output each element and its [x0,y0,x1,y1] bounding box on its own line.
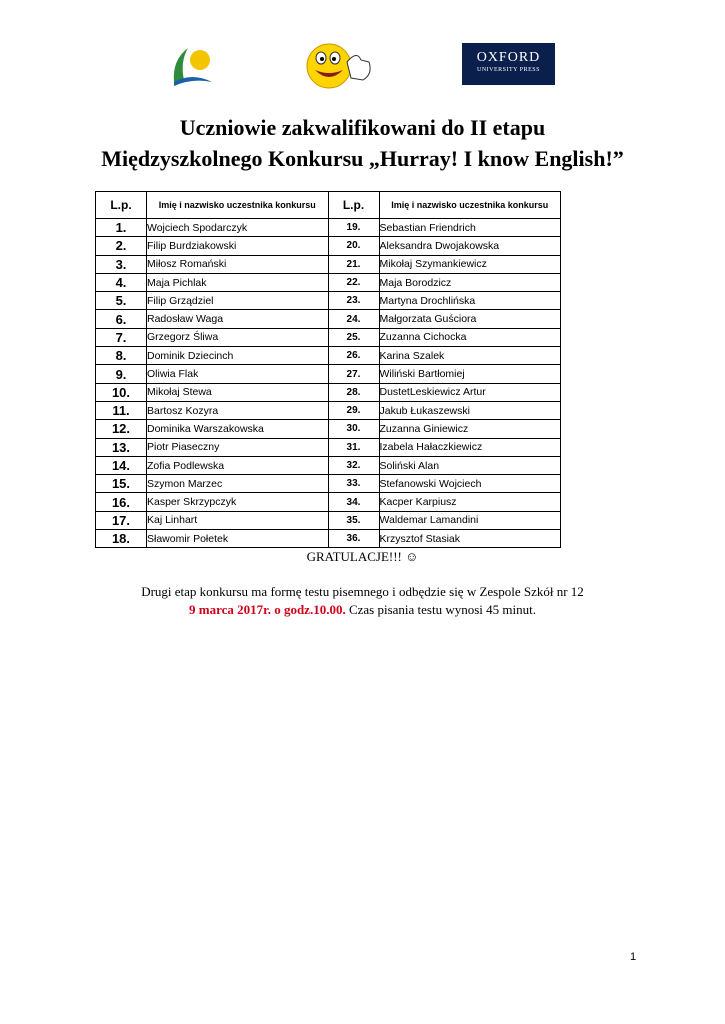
table-row [96,292,561,310]
row-number-right: 34. [328,493,379,511]
table-row [96,511,561,529]
participant-name-right: Wiliński Bartłomiej [379,365,561,383]
smiley-thumbs-up-icon [303,40,375,90]
table-row [96,255,561,273]
row-number-left: 14. [96,456,147,474]
participant-name-right: Krzysztof Stasiak [379,530,561,548]
participant-name-left: Oliwia Flak [147,365,329,383]
info-line1: Drugi etap konkursu ma formę testu pisemnego i odbędzie się w Zespole Szkół nr 12 [141,584,584,599]
congrats-text: GRATULACJE!!! ☺ [306,549,419,564]
table-row [96,365,561,383]
participant-name-left: Maja Pichlak [147,273,329,291]
row-number-right: 27. [328,365,379,383]
row-number-left: 8. [96,347,147,365]
participant-name-right: Martyna Drochlińska [379,292,561,310]
participant-name-left: Grzegorz Śliwa [147,328,329,346]
row-number-right: 21. [328,255,379,273]
header-name-right: Imię i nazwisko uczestnika konkursu [379,192,561,219]
participant-name-left: Dominika Warszakowska [147,420,329,438]
table-row [96,237,561,255]
participant-name-right: Karina Szalek [379,347,561,365]
school-logo-icon [168,42,216,88]
row-number-right: 24. [328,310,379,328]
participant-name-left: Miłosz Romański [147,255,329,273]
participant-name-right: Jakub Łukaszewski [379,401,561,419]
participant-name-right: Aleksandra Dwojakowska [379,237,561,255]
table-row [96,438,561,456]
participants-table [95,191,561,548]
participant-name-left: Bartosz Kozyra [147,401,329,419]
oxford-logo-text: OXFORD [476,50,541,65]
header-lp-right: L.p. [328,192,379,219]
table-row [96,420,561,438]
title-line1: Uczniowie zakwalifikowani do II etapu [179,115,546,140]
participant-name-left: Filip Grządziel [147,292,329,310]
row-number-right: 30. [328,420,379,438]
table-row [96,273,561,291]
participant-name-left: Sławomir Połetek [147,530,329,548]
row-number-right: 20. [328,237,379,255]
row-number-right: 23. [328,292,379,310]
table-body [96,219,561,548]
participant-name-right: Izabela Hałaczkiewicz [379,438,561,456]
table-row [96,530,561,548]
participant-name-right: Małgorzata Guściora [379,310,561,328]
participant-name-right: Soliński Alan [379,456,561,474]
table-row [96,475,561,493]
participant-name-right: Sebastian Friendrich [379,219,561,237]
participant-name-left: Mikołaj Stewa [147,383,329,401]
row-number-left: 15. [96,475,147,493]
row-number-left: 11. [96,401,147,419]
row-number-left: 13. [96,438,147,456]
info-line2-rest: Czas pisania testu wynosi 45 minut. [345,602,536,617]
participant-name-left: Wojciech Spodarczyk [147,219,329,237]
oxford-logo-subtext: UNIVERSITY PRESS [477,67,540,73]
participant-name-left: Szymon Marzec [147,475,329,493]
participant-name-right: Waldemar Lamandini [379,511,561,529]
table-row [96,456,561,474]
row-number-left: 17. [96,511,147,529]
table-row [96,347,561,365]
table-row [96,493,561,511]
participant-name-right: Maja Borodzicz [379,273,561,291]
row-number-right: 32. [328,456,379,474]
table-row [96,401,561,419]
table-row [96,328,561,346]
row-number-left: 3. [96,255,147,273]
header-name-left: Imię i nazwisko uczestnika konkursu [147,192,329,219]
row-number-right: 31. [328,438,379,456]
participant-name-left: Kasper Skrzypczyk [147,493,329,511]
table-row [96,219,561,237]
participant-name-right: DustetLeskiewicz Artur [379,383,561,401]
row-number-left: 10. [96,383,147,401]
row-number-right: 26. [328,347,379,365]
row-number-left: 5. [96,292,147,310]
row-number-left: 18. [96,530,147,548]
participant-name-right: Zuzanna Cichocka [379,328,561,346]
participant-name-left: Piotr Piaseczny [147,438,329,456]
participant-name-left: Radosław Waga [147,310,329,328]
title-line2: Międzyszkolnego Konkursu „Hurray! I know English!” [101,146,624,171]
participant-name-left: Dominik Dziecinch [147,347,329,365]
table-header-row [96,192,561,219]
info-line2 [0,602,725,618]
oxford-logo [462,43,555,85]
participant-name-right: Zuzanna Giniewicz [379,420,561,438]
row-number-right: 33. [328,475,379,493]
participant-name-left: Kaj Linhart [147,511,329,529]
row-number-left: 6. [96,310,147,328]
row-number-right: 25. [328,328,379,346]
row-number-left: 16. [96,493,147,511]
participant-name-right: Kacper Karpiusz [379,493,561,511]
page-number: 1 [630,951,637,963]
header-lp-left: L.p. [96,192,147,219]
date-highlight: 9 marca 2017r. o godz.10.00. [188,602,346,617]
table-row [96,383,561,401]
row-number-left: 2. [96,237,147,255]
row-number-right: 35. [328,511,379,529]
row-number-right: 29. [328,401,379,419]
participant-name-left: Filip Burdziakowski [147,237,329,255]
row-number-right: 28. [328,383,379,401]
row-number-left: 4. [96,273,147,291]
participant-name-right: Mikołaj Szymankiewicz [379,255,561,273]
participant-name-left: Zofia Podlewska [147,456,329,474]
row-number-right: 22. [328,273,379,291]
participant-name-right: Stefanowski Wojciech [379,475,561,493]
row-number-left: 12. [96,420,147,438]
row-number-right: 19. [328,219,379,237]
logo-bar [0,40,725,90]
table-row [96,310,561,328]
row-number-right: 36. [328,530,379,548]
row-number-left: 9. [96,365,147,383]
row-number-left: 7. [96,328,147,346]
row-number-left: 1. [96,219,147,237]
